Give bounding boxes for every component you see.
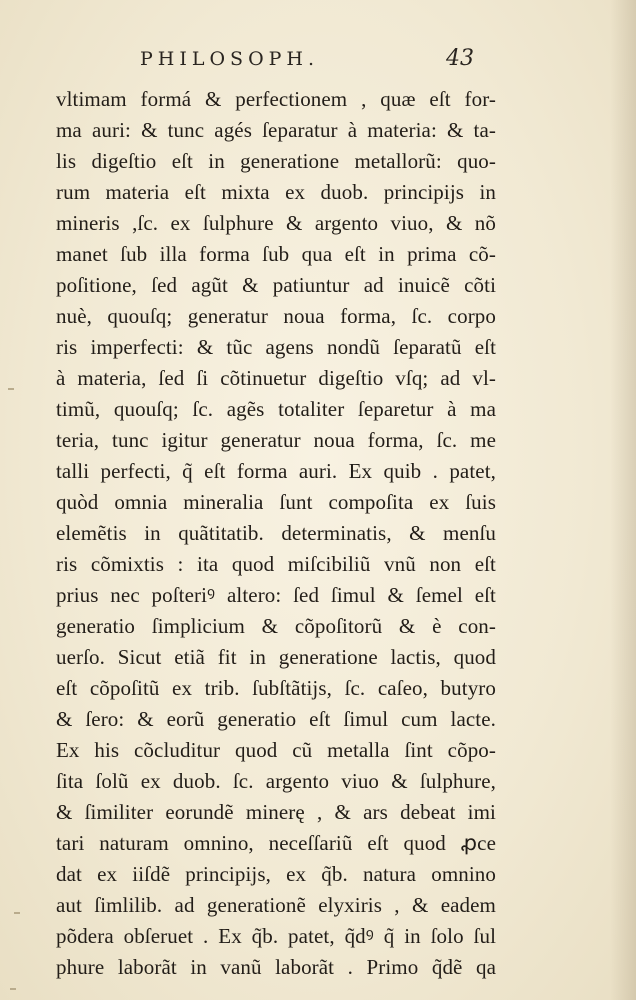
text-line: elemẽtis in quãtitatib. determinatis, & menſu	[56, 521, 496, 545]
text-line: eſt cõpoſitũ ex trib. ſubſtãtijs, ſc. caſeo, butyro	[56, 676, 496, 700]
text-line: phure laborãt in vanũ laborãt . Primo q̃dẽ qa	[56, 955, 496, 979]
text-line: uerſo. Sicut etiã fit in generatione lactis, quod	[56, 645, 496, 669]
text-line: generatio ſimplicium & cõpoſitorũ & è con-	[56, 614, 496, 638]
text-line: dat ex iiſdẽ principijs, ex q̃b. natura omnino	[56, 862, 496, 886]
text-line: mineris ,ſc. ex ſulphure & argento viuo, & nõ	[56, 211, 496, 235]
page-edge-mark	[14, 912, 20, 914]
running-head: PHILOSOPH.	[140, 48, 320, 70]
page-header	[0, 44, 636, 78]
text-line: tari naturam omnino, neceſſariũ eſt quod ꝓce	[56, 831, 496, 855]
text-line: à materia, ſed ſi cõtinuetur digeſtio vſq; ad vl-	[56, 366, 496, 390]
text-line: prius nec poſteriꝰ altero: ſed ſimul & ſemel eſt	[56, 583, 496, 607]
text-line: nuè, quouſq; generatur noua forma, ſc. corpo	[56, 304, 496, 328]
text-line: põdera obſeruet . Ex q̃b. patet, q̃dꝰ q̃ in ſolo ſul	[56, 924, 496, 948]
page-edge-mark	[8, 388, 14, 390]
text-line: & ſero: & eorũ generatio eſt ſimul cum lacte.	[56, 707, 496, 731]
page-number: 43	[446, 46, 474, 71]
text-line: quòd omnia mineralia ſunt compoſita ex ſuis	[56, 490, 496, 514]
text-line: manet ſub illa forma ſub qua eſt in prima cõ-	[56, 242, 496, 266]
text-line: & ſimiliter eorundẽ minerę , & ars debeat imi	[56, 800, 496, 824]
text-line: Ex his cõcluditur quod cũ metalla ſint cõpo-	[56, 738, 496, 762]
text-line: poſitione, ſed agũt & patiuntur ad inuicẽ cõti	[56, 273, 496, 297]
text-line: ris imperfecti: & tũc agens nondũ ſeparatũ eſt	[56, 335, 496, 359]
text-line: ma auri: & tunc agés ſeparatur à materia: & ta-	[56, 118, 496, 142]
text-line: timũ, quouſq; ſc. agẽs totaliter ſeparetur à ma	[56, 397, 496, 421]
text-line: aut ſimlilib. ad generationẽ elyxiris , & eadem	[56, 893, 496, 917]
body-text	[56, 84, 496, 983]
text-line: vltimam formá & perfectionem , quæ eſt for-	[56, 87, 496, 111]
text-line: rum materia eſt mixta ex duob. principijs in	[56, 180, 496, 204]
text-line: ris cõmixtis : ita quod miſcibiliũ vnũ non eſt	[56, 552, 496, 576]
page-edge-mark	[10, 988, 16, 990]
text-line: talli perfecti, q̃ eſt forma auri. Ex quib . patet,	[56, 459, 496, 483]
text-line: ſita ſolũ ex duob. ſc. argento viuo & ſulphure,	[56, 769, 496, 793]
text-line: teria, tunc igitur generatur noua forma, ſc. me	[56, 428, 496, 452]
text-line: lis digeſtio eſt in generatione metallorũ: quo-	[56, 149, 496, 173]
